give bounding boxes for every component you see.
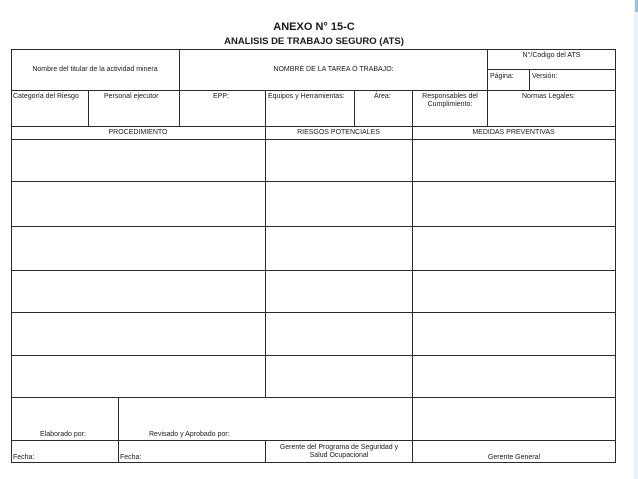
- gerente-programa-label: Gerente del Programa de Seguridad y Salud Ocupacional: [279, 444, 399, 459]
- equipos-label: Equipos y Herramientas:: [268, 93, 345, 100]
- procedimiento-header: PROCEDIMIENTO: [108, 129, 168, 136]
- gerente-general-label: Gerente General: [487, 454, 541, 461]
- fecha-elaborado-label: Fecha:: [13, 454, 35, 461]
- personal-ejecutor-label: Personal ejecutor: [104, 93, 159, 100]
- tarea-label: NOMBRE DE LA TAREA Ó TRABAJO:: [273, 66, 394, 73]
- area-label: Área:: [374, 93, 391, 100]
- elaborado-label: Elaborado por:: [40, 431, 86, 438]
- responsables-label: Responsables del Cumplimiento:: [422, 93, 478, 108]
- document-subtitle: ANALISIS DE TRABAJO SEGURO (ATS): [224, 36, 404, 47]
- riesgos-header: RIESGOS POTENCIALES: [297, 129, 380, 136]
- titular-label: Nombre del titular de la actividad minera: [32, 66, 158, 73]
- revisado-label: Revisado y Aprobado por:: [149, 431, 230, 438]
- categoria-riesgo-label: Categoría del Riesgo: [13, 93, 79, 100]
- window-edge: [634, 0, 638, 479]
- fecha-revisado-label: Fecha:: [120, 454, 142, 461]
- normas-legales-label: Normas Legales:: [522, 93, 575, 100]
- document-title: ANEXO N° 15-C: [273, 21, 355, 33]
- epp-label: EPP:: [213, 93, 229, 100]
- medidas-header: MEDIDAS PREVENTIVAS: [472, 129, 555, 136]
- pagina-label: Página:: [490, 73, 514, 80]
- codigo-ats-label: N°/Codigo del ATS: [522, 52, 581, 59]
- version-label: Versión:: [532, 73, 558, 80]
